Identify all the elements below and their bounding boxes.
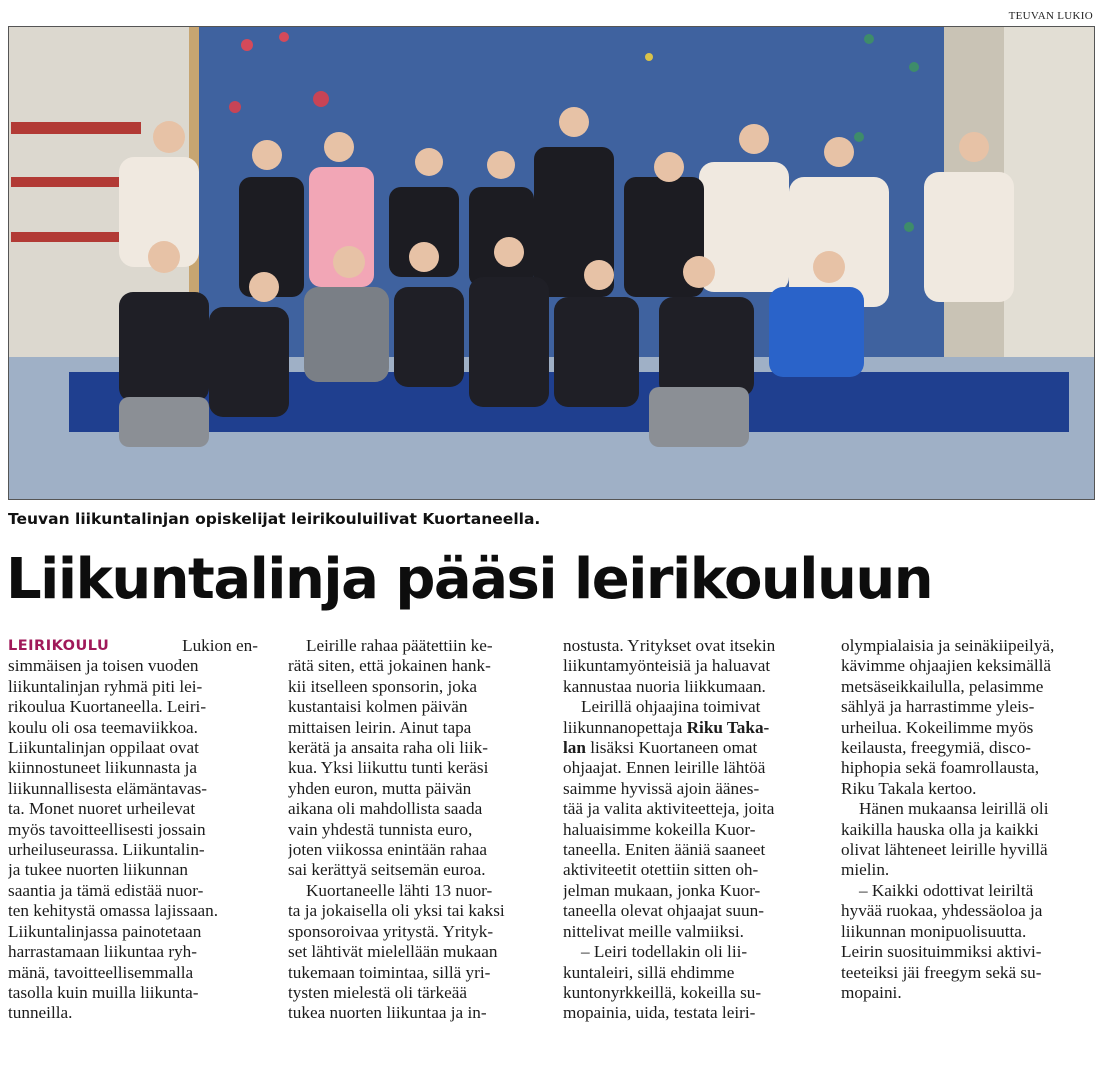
column-line: liikunnallisesta elämäntavas- <box>8 778 208 798</box>
column-line <box>563 738 818 758</box>
column-line: mänä, tavoitteellisemmalla <box>8 962 194 982</box>
column-line: tunneilla. <box>8 1003 73 1023</box>
column-line: sponsoroivaa yritystä. Yrityk- <box>288 921 494 941</box>
column-line <box>8 636 258 656</box>
column-line: kerätä ja ansaita raha oli liik- <box>288 738 488 758</box>
section-kicker: LEIRIKOULU <box>8 638 110 654</box>
person-name: Riku Taka- <box>686 717 770 737</box>
column-line: kua. Yksi liikuttu tunti keräsi <box>288 758 489 778</box>
article-column-3 <box>563 636 818 1024</box>
column-line: set lähtivät mielellään mukaan <box>288 942 498 962</box>
article-column-2 <box>288 636 538 1024</box>
column-line: simmäisen ja toisen vuoden <box>8 656 199 676</box>
column-line: ja tukee nuorten liikunnan <box>8 860 188 880</box>
column-line: mopaini. <box>841 982 902 1002</box>
column-line: koulu oli osa teemaviikkoa. <box>8 717 198 737</box>
column-line: Leirillä ohjaajina toimivat <box>581 697 761 717</box>
column-line: mopainia, uida, testata leiri- <box>563 1003 756 1023</box>
column-line: olivat lähteneet leirille hyvillä <box>841 840 1048 860</box>
group-photo-illustration <box>9 27 1094 499</box>
column-line: kuntonyrkkeillä, kokeilla su- <box>563 982 762 1002</box>
column-line: Liikuntalinjassa painotetaan <box>8 921 202 941</box>
column-line-text: Lukion en- <box>182 636 258 655</box>
column-line: kuntaleiri, sillä ehdimme <box>563 962 735 982</box>
column-line: metsäseikkailulla, pelasimme <box>841 676 1044 696</box>
person-name: lan <box>563 738 586 758</box>
column-line: aikana oli mahdollista saada <box>288 799 483 819</box>
column-line: harrastamaan liikuntaa ryh- <box>8 942 197 962</box>
column-line: – Leiri todellakin oli lii- <box>581 942 748 962</box>
column-line: jelman mukaan, jonka Kuor- <box>563 880 761 900</box>
column-line: ta. Monet nuoret urheilevat <box>8 799 196 819</box>
column-line: tysten mielestä oli tärkeää <box>288 982 467 1002</box>
photo-caption: Teuvan liikuntalinjan opiskelijat leirikouluilivat Kuortaneella. <box>8 510 541 528</box>
column-line: ohjaajat. Ennen leirille lähtöä <box>563 758 766 778</box>
column-line: liikunnan monipuolisuutta. <box>841 921 1027 941</box>
column-line: liikuntalinjan ryhmä piti lei- <box>8 676 203 696</box>
column-line: taneella. Eniten ääniä saaneet <box>563 840 766 860</box>
column-line: tukea nuorten liikuntaa ja in- <box>288 1003 487 1023</box>
column-line: ten kehitystä omassa lajissaan. <box>8 901 219 921</box>
column-line: tasolla kuin muilla liikunta- <box>8 982 199 1002</box>
column-line: tukemaan toimintaa, sillä yri- <box>288 962 491 982</box>
column-line: olympialaisia ja seinäkiipeilyä, <box>841 636 1055 655</box>
column-line: ta ja jokaisella oli yksi tai kaksi <box>288 901 505 921</box>
column-line: aktiviteetit otettiin sitten oh- <box>563 860 759 880</box>
column-line: keilausta, freegymiä, disco- <box>841 738 1031 758</box>
article-column-1 <box>8 636 258 1024</box>
column-line: Kuortaneelle lähti 13 nuor- <box>306 880 493 900</box>
column-line: hyvää ruokaa, yhdessäoloa ja <box>841 901 1043 921</box>
article-column-4 <box>841 636 1096 1003</box>
column-line: – Kaikki odottivat leiriltä <box>859 880 1034 900</box>
column-line: Leirille rahaa päätettiin ke- <box>306 636 493 655</box>
column-line: kävimme ohjaajien keksimällä <box>841 656 1052 676</box>
column-line: vain yhdestä tunnista euro, <box>288 819 473 839</box>
column-line: kaikilla hauska olla ja kaikki <box>841 819 1039 839</box>
column-line: liikuntamyönteisiä ja haluavat <box>563 656 771 676</box>
column-line: Leirin suosituimmiksi aktivi- <box>841 942 1042 962</box>
column-line: saantia ja tämä edistää nuor- <box>8 880 204 900</box>
column-line: saimme hyvissä ajoin äänes- <box>563 778 760 798</box>
column-line-text: liikunnanopettaja <box>563 717 683 737</box>
column-line-text: lisäksi Kuortaneen omat <box>590 738 758 758</box>
column-line: hiphopia sekä foamrollausta, <box>841 758 1040 778</box>
column-line: mielin. <box>841 860 890 880</box>
column-line: nostusta. Yritykset ovat itsekin <box>563 636 776 655</box>
column-line: rikoulua Kuortaneella. Leiri- <box>8 697 207 717</box>
column-line: rätä siten, että jokainen hank- <box>288 656 491 676</box>
column-line: myös tavoitteellisesti jossain <box>8 819 206 839</box>
column-line: Liikuntalinjan oppilaat ovat <box>8 738 199 758</box>
column-line: kiinnostuneet liikunnasta ja <box>8 758 198 778</box>
column-line: taneella olevat ohjaajat suun- <box>563 901 764 921</box>
column-line <box>563 718 818 738</box>
column-line: joten viikossa enintään rahaa <box>288 840 488 860</box>
column-line: kannustaa nuoria liikkumaan. <box>563 676 766 696</box>
photo-credit: TEUVAN LUKIO <box>1008 10 1093 22</box>
column-line: tää ja valita aktiviteetteja, joita <box>563 799 775 819</box>
column-line: urheilua. Kokeilimme myös <box>841 717 1034 737</box>
column-line: nittelivat meille valmiiksi. <box>563 921 744 941</box>
column-line: mittaisen leirin. Ainut tapa <box>288 717 472 737</box>
column-line: kii itselleen sponsorin, joka <box>288 676 478 696</box>
column-line: haluaisimme kokeilla Kuor- <box>563 819 756 839</box>
column-line: urheiluseurassa. Liikuntalin- <box>8 840 205 860</box>
column-line: Hänen mukaansa leirillä oli <box>859 799 1049 819</box>
article-headline: Liikuntalinja pääsi leirikouluun <box>6 547 933 612</box>
column-line: kustantaisi kolmen päivän <box>288 697 468 717</box>
column-line: yhden euron, mutta päivän <box>288 778 472 798</box>
column-line: teeteiksi jäi freegym sekä su- <box>841 962 1042 982</box>
column-line: sählyä ja harrastimme yleis- <box>841 697 1035 717</box>
column-line: sai kerättyä seitsemän euroa. <box>288 860 486 880</box>
column-line: Riku Takala kertoo. <box>841 778 977 798</box>
article-photo <box>8 26 1095 500</box>
